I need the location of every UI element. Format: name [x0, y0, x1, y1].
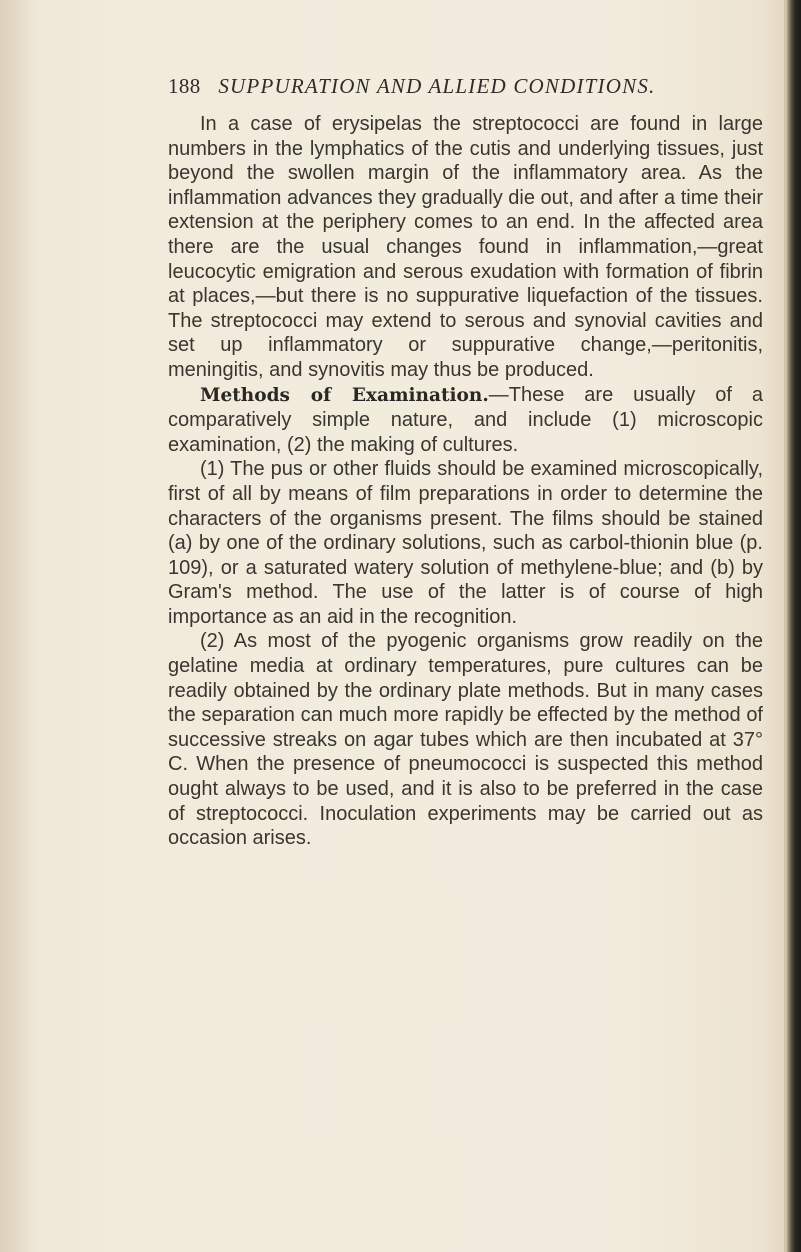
- chapter-title: SUPPURATION AND ALLIED CONDITIONS.: [218, 74, 656, 98]
- page-edge-shadow: [787, 0, 801, 1252]
- body-text: [168, 112, 763, 851]
- paragraph-text: —These are usually of a comparatively simple nature, and include (1) microscopic examination, (2) the making of cultures.: [168, 383, 764, 456]
- paragraph-cultures: [168, 629, 763, 850]
- paragraph-text: (1) The pus or other fluids should be examined microscopically, first of all by means of film preparations in order to determine the characters of the organisms present. The films should be stained (a) by one of the ordinary solutions, such as carbol-thionin blue (p. 109), or a saturated watery solution of methylene-blue; and (b) by Gram's method. The use of the latter is of course of high importance as an aid in the recognition.: [168, 458, 763, 628]
- page-number: 188: [168, 74, 201, 98]
- paragraph-erysipelas: [168, 112, 763, 383]
- section-heading: Methods of Examination.: [200, 384, 489, 406]
- paragraph-methods-of-examination: [168, 383, 763, 458]
- page-gutter-shadow: [0, 0, 30, 1252]
- paragraph-microscopic-examination: [168, 457, 763, 629]
- running-head: [168, 74, 728, 99]
- paragraph-text: (2) As most of the pyogenic organisms grow readily on the gelatine media at ordinary temperatures, pure cultures can be readily obtained by the ordinary plate methods. But in many cases the separation can much more rapidly be effected by the method of successive streaks on agar tubes which are then incubated at 37° C. When the presence of pneumococci is suspected this method ought always to be used, and it is also to be preferred in the case of streptococci. Inoculation experiments may be carried out as occasion arises.: [168, 630, 763, 850]
- paragraph-text: In a case of erysipelas the streptococci are found in large numbers in the lymphatics of the cutis and underlying tissues, just beyond the swollen margin of the inflammatory area. As the inflammation advances they gradually die out, and after a time their extension at the periphery comes to an end. In the affected area there are the usual changes found in inflammation,—great leucocytic emigration and serous exudation with formation of fibrin at places,—but there is no suppurative liquefaction of the tissues. The streptococci may extend to serous and synovial cavities and set up inflammatory or suppurative change,—peritonitis, meningitis, and synovitis may thus be produced.: [168, 113, 763, 381]
